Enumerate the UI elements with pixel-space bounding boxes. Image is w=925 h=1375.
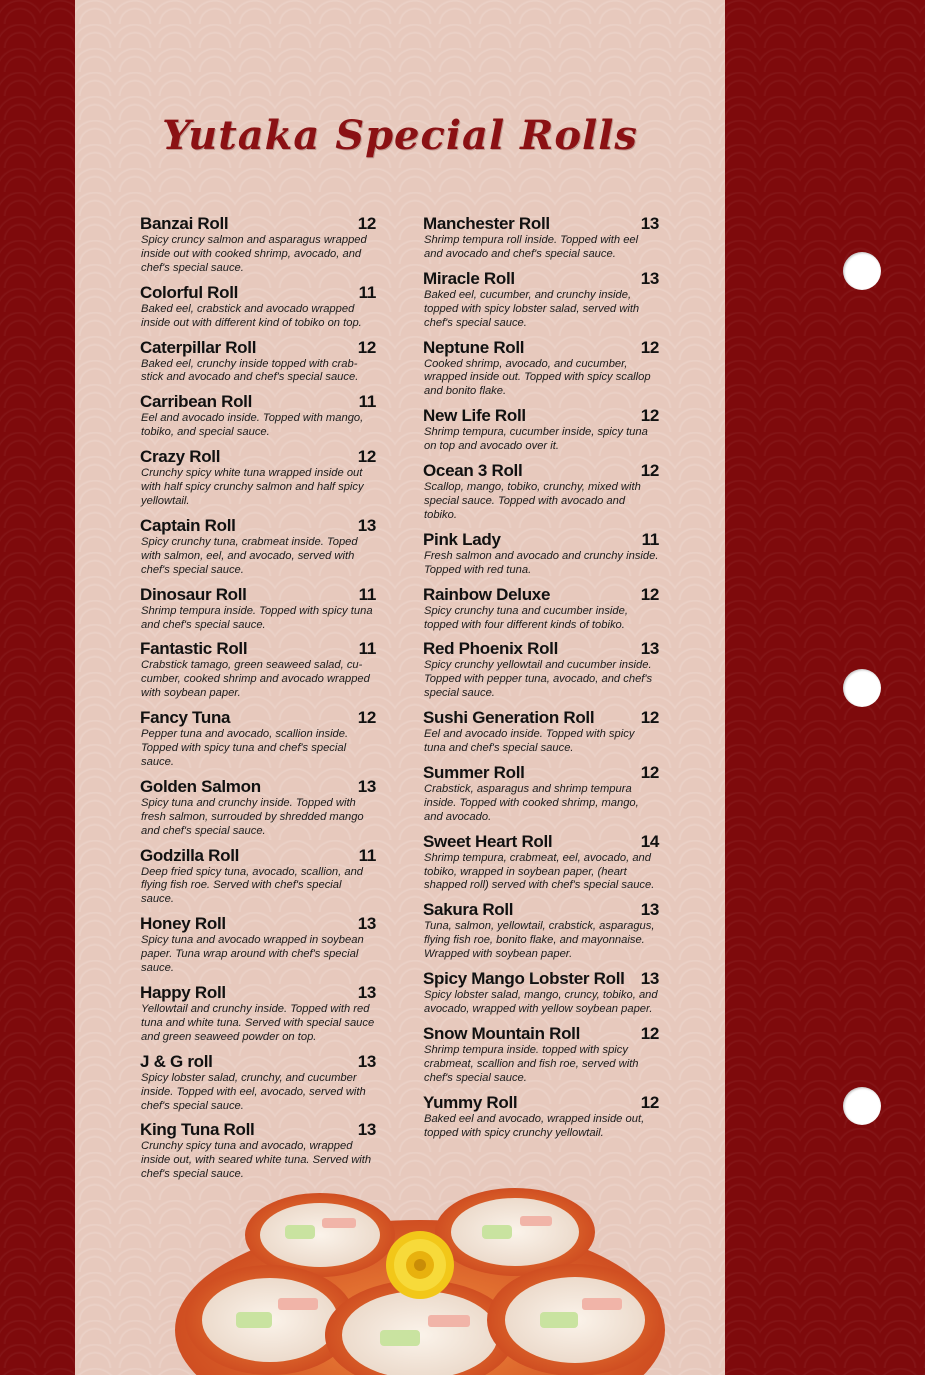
- item-description: Spicy crunchy yellowtail and cucumber inside. Topped with pepper tuna, avocado, and chef's special sauce.: [424, 659, 653, 700]
- item-name: J & G roll: [140, 1051, 213, 1071]
- item-name: Golden Salmon: [140, 776, 261, 796]
- item-description: Crabstick, asparagus and shrimp tempura inside. Topped with cooked shrimp, mango, and avocado.: [424, 782, 639, 823]
- item-price: 12: [357, 447, 376, 467]
- menu-column-right: [423, 214, 659, 1147]
- item-name: Sweet Heart Roll: [423, 831, 553, 851]
- item-description: Shrimp tempura inside. topped with spicy crabmeat, scallion and fish roe, served with chef's special sauce.: [424, 1043, 639, 1084]
- menu-item: [140, 283, 376, 331]
- item-name: Ocean 3 Roll: [423, 461, 523, 481]
- item-description: Shrimp tempura inside. Topped with spicy tuna and chef's special sauce.: [141, 604, 373, 631]
- item-name: Fancy Tuna: [140, 708, 231, 728]
- item-price: 12: [357, 214, 376, 233]
- item-price: 13: [357, 776, 376, 796]
- item-description: Baked eel, crunchy inside topped with crab-stick and avocado and chef's special sauce.: [141, 357, 359, 384]
- item-name: Fantastic Roll: [140, 639, 248, 659]
- sushi-roll-photo: [170, 1170, 670, 1375]
- menu-item: [423, 406, 659, 454]
- menu-item: [423, 1024, 659, 1086]
- item-description: Baked eel and avocado, wrapped inside out, topped with spicy crunchy yellowtail.: [424, 1112, 645, 1139]
- item-description: Shrimp tempura roll inside. Topped with eel and avocado and chef's special sauce.: [424, 234, 639, 260]
- menu-item: [423, 763, 659, 825]
- binder-hole: [843, 1087, 881, 1125]
- item-name: Colorful Roll: [140, 282, 239, 302]
- item-name: Caterpillar Roll: [140, 337, 257, 357]
- menu-title: Yutaka Special Rolls: [162, 112, 638, 159]
- item-price: 13: [640, 900, 659, 920]
- menu-item: [423, 900, 659, 962]
- item-price: 12: [640, 762, 659, 782]
- item-price: 14: [640, 831, 659, 851]
- menu-item: [140, 983, 376, 1045]
- item-name: Dinosaur Roll: [140, 584, 247, 604]
- item-price: 12: [640, 461, 659, 481]
- menu-item: [140, 392, 376, 440]
- item-price: 11: [358, 392, 376, 412]
- item-price: 13: [640, 639, 659, 659]
- item-price: 12: [640, 708, 659, 728]
- item-name: King Tuna Roll: [140, 1120, 255, 1140]
- menu-item: [423, 585, 659, 633]
- item-description: Spicy crunchy tuna, crabmeat inside. Toped with salmon, eel, and avocado, served with chef's special sauce.: [141, 535, 358, 576]
- item-name: Manchester Roll: [423, 214, 550, 233]
- item-name: New Life Roll: [423, 406, 526, 426]
- item-price: 13: [640, 969, 659, 989]
- item-name: Miracle Roll: [423, 268, 515, 288]
- menu-item: [140, 914, 376, 976]
- item-price: 12: [357, 708, 376, 728]
- item-description: Crunchy spicy tuna and avocado, wrapped inside out, with seared white tuna. Served with chef's special sauce.: [141, 1140, 372, 1181]
- item-description: Baked eel, cucumber, and crunchy inside, topped with spicy lobster salad, served with chef's special sauce.: [424, 288, 640, 329]
- menu-item: [423, 530, 659, 578]
- menu-item: [140, 846, 376, 908]
- menu-item: [140, 338, 376, 386]
- item-price: 11: [358, 639, 376, 659]
- item-price: 12: [640, 1023, 659, 1043]
- item-price: 11: [641, 529, 659, 549]
- item-description: Pepper tuna and avocado, scallion inside. Topped with spicy tuna and chef's special sauce.: [141, 728, 349, 768]
- item-price: 11: [358, 282, 376, 302]
- item-description: Spicy lobster salad, crunchy, and cucumber inside. Topped with eel, avocado, served with chef's special sauce.: [141, 1071, 366, 1112]
- item-name: Honey Roll: [140, 914, 226, 934]
- item-price: 11: [358, 845, 376, 865]
- item-price: 13: [640, 268, 659, 288]
- item-name: Happy Roll: [140, 983, 226, 1002]
- menu-item: [140, 639, 376, 701]
- item-name: Sushi Generation Roll: [423, 708, 595, 728]
- item-description: Crabstick tamago, green seaweed salad, cu-cumber, cooked shrimp and avocado wrapped with soybean paper.: [141, 659, 370, 700]
- menu-item: [423, 214, 659, 262]
- item-price: 12: [640, 406, 659, 426]
- item-price: 13: [357, 914, 376, 934]
- item-description: Baked eel, crabstick and avocado wrapped inside out with different kind of tobiko on top.: [141, 302, 362, 329]
- item-name: Crazy Roll: [140, 447, 221, 467]
- item-description: Spicy tuna and crunchy inside. Topped with fresh salmon, surrouded by shredded mango and chef's special sauce.: [141, 796, 364, 837]
- item-description: Shrimp tempura, crabmeat, eel, avocado, and tobiko, wrapped in soybean paper, (heart shapped roll) served with chef's special sauce.: [424, 851, 655, 892]
- binder-hole: [843, 252, 881, 290]
- item-description: Fresh salmon and avocado and crunchy inside. Topped with red tuna.: [424, 549, 659, 576]
- item-price: 13: [357, 1051, 376, 1071]
- item-description: Crunchy spicy white tuna wrapped inside out with half spicy crunchy salmon and half spicy yellowtail.: [141, 467, 364, 507]
- item-name: Sakura Roll: [423, 900, 514, 920]
- item-name: Rainbow Deluxe: [423, 584, 551, 604]
- item-name: Spicy Mango Lobster Roll: [423, 969, 625, 989]
- item-description: Eel and avocado inside. Topped with mango, tobiko, and special sauce.: [141, 412, 364, 439]
- item-price: 12: [640, 1092, 659, 1112]
- item-price: 12: [640, 584, 659, 604]
- item-description: Deep fried spicy tuna, avocado, scallion, and flying fish roe. Served with chef's special sauce.: [141, 865, 364, 906]
- item-name: Summer Roll: [423, 762, 525, 782]
- item-name: Carribean Roll: [140, 392, 252, 412]
- item-name: Banzai Roll: [140, 214, 229, 233]
- menu-item: [140, 1052, 376, 1114]
- item-description: Spicy tuna and avocado wrapped in soybean paper. Tuna wrap around with chef's special sauce.: [141, 934, 364, 975]
- item-price: 13: [357, 515, 376, 535]
- menu-item: [423, 1093, 659, 1141]
- item-name: Neptune Roll: [423, 337, 525, 357]
- menu-page: [75, 0, 725, 1375]
- item-price: 13: [640, 214, 659, 233]
- item-name: Pink Lady: [423, 529, 501, 549]
- item-price: 12: [357, 337, 376, 357]
- item-description: Tuna, salmon, yellowtail, crabstick, asparagus, flying fish roe, bonito flake, and mayonnaise. Wrapped with soybean paper.: [424, 920, 655, 961]
- menu-item: [140, 585, 376, 633]
- item-name: Yummy Roll: [423, 1092, 518, 1112]
- item-name: Godzilla Roll: [140, 845, 240, 865]
- item-name: Captain Roll: [140, 515, 236, 535]
- item-name: Snow Mountain Roll: [423, 1023, 581, 1043]
- item-description: Cooked shrimp, avocado, and cucumber, wrapped inside out. Topped with spicy scallop and bonito flake.: [424, 357, 651, 398]
- item-description: Shrimp tempura, cucumber inside, spicy tuna on top and avocado over it.: [424, 426, 648, 453]
- item-price: 13: [357, 983, 376, 1002]
- item-price: 13: [357, 1120, 376, 1140]
- item-price: 12: [640, 337, 659, 357]
- item-description: Spicy lobster salad, mango, cruncy, tobiko, and avocado, wrapped with yellow soybean paper.: [424, 989, 658, 1015]
- menu-item: [140, 708, 376, 770]
- item-price: 11: [358, 584, 376, 604]
- menu-item: [140, 777, 376, 839]
- menu-item: [423, 969, 659, 1017]
- binder-hole: [843, 669, 881, 707]
- item-description: Yellowtail and crunchy inside. Topped with red tuna and white tuna. Served with special sauce and green seaweed powder on top.: [141, 1003, 375, 1043]
- menu-item: [423, 269, 659, 331]
- menu-item: [140, 516, 376, 578]
- menu-item: [423, 639, 659, 701]
- item-description: Spicy crunchy tuna and cucumber inside, topped with four different kinds of tobiko.: [424, 604, 628, 631]
- menu-item: [423, 832, 659, 894]
- item-description: Scallop, mango, tobiko, crunchy, mixed with special sauce. Topped with avocado and tobiko.: [424, 481, 641, 521]
- menu-item: [423, 338, 659, 400]
- item-name: Red Phoenix Roll: [423, 639, 558, 659]
- menu-item: [423, 708, 659, 756]
- item-description: Spicy cruncy salmon and asparagus wrapped inside out with cooked shrimp, avocado, and chef's special sauce.: [141, 234, 367, 274]
- menu-item: [423, 461, 659, 523]
- menu-item: [140, 447, 376, 509]
- menu-column-left: [140, 214, 376, 1189]
- item-description: Eel and avocado inside. Topped with spicy tuna and chef's special sauce.: [424, 728, 635, 755]
- menu-item: [140, 214, 376, 276]
